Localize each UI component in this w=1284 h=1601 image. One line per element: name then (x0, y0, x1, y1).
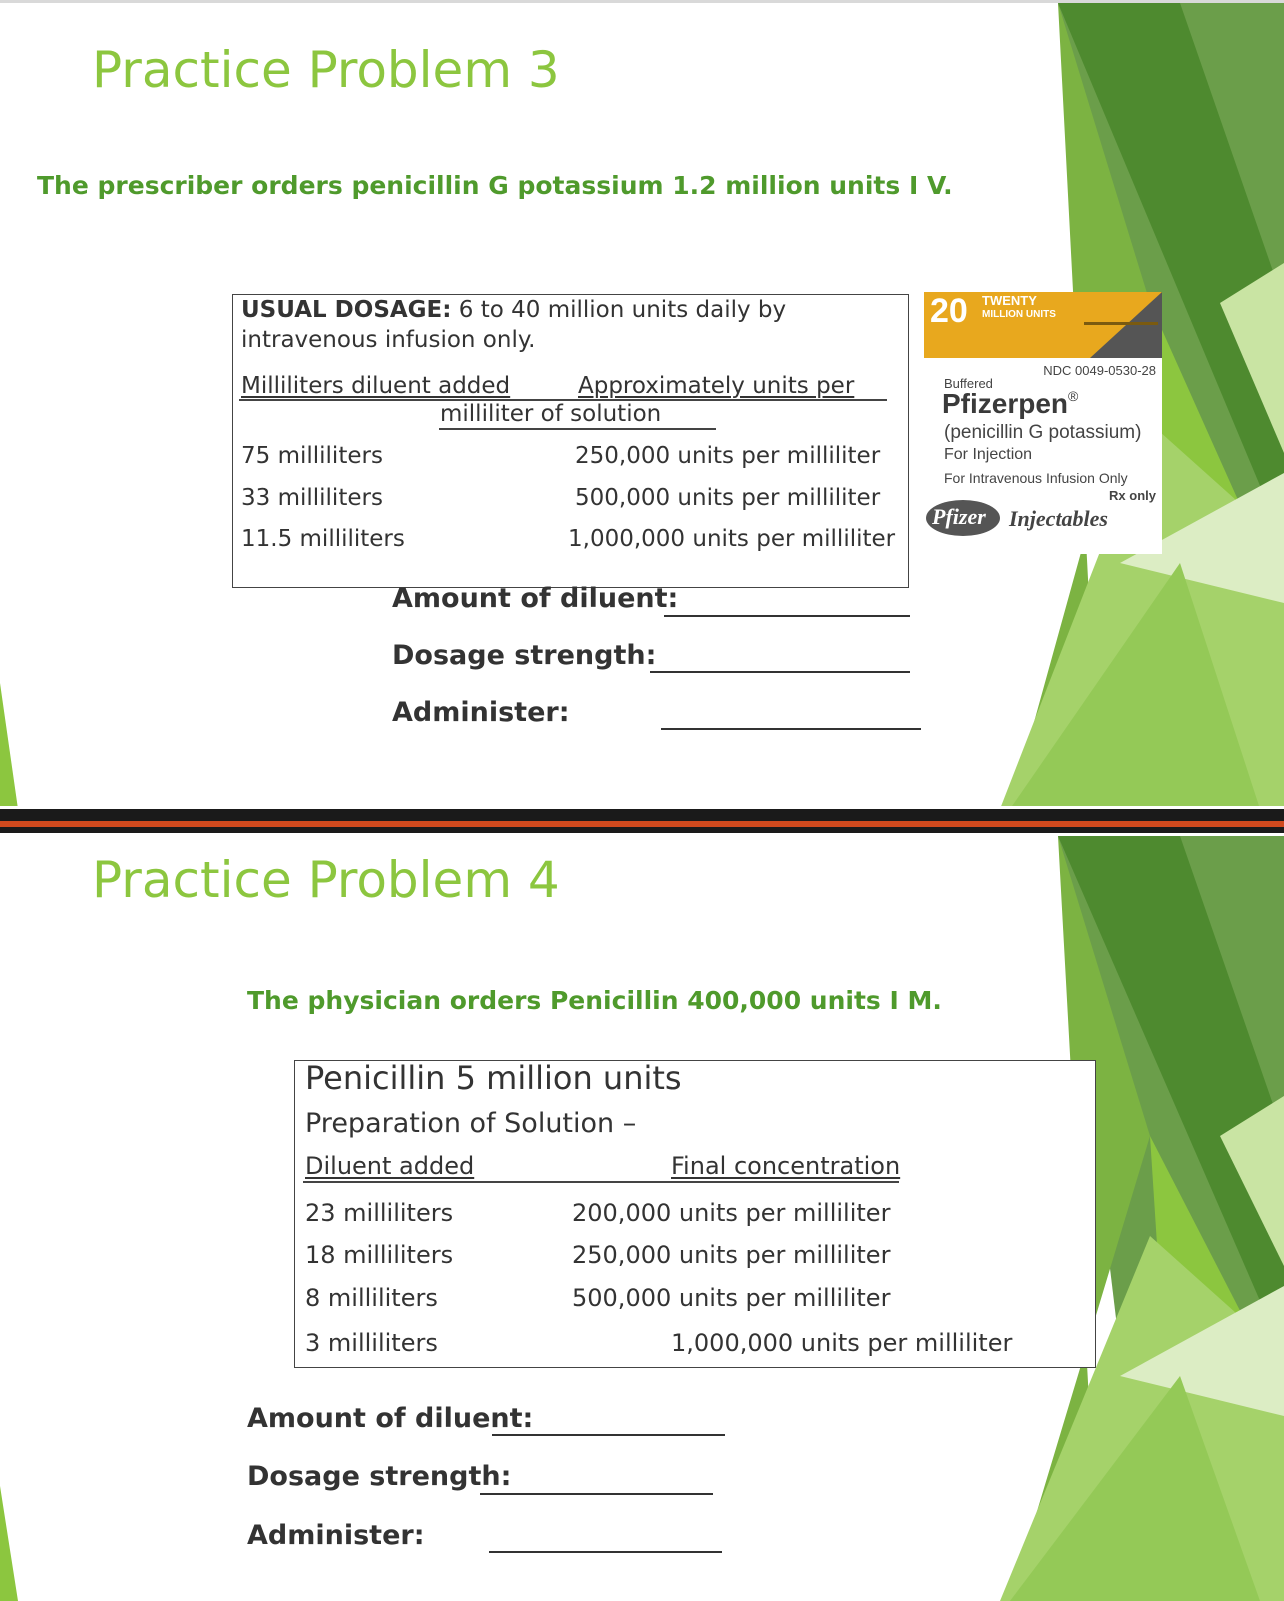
pfizer-logo-text: Pfizer (932, 504, 986, 529)
administer-label: Administer: (247, 1520, 425, 1551)
order-text: The physician orders Penicillin 400,000 units I M. (247, 986, 942, 1015)
amount-diluent-label: Amount of diluent: (247, 1403, 534, 1434)
row-diluent: 8 milliliters (305, 1284, 438, 1312)
administer-blank (489, 1551, 722, 1553)
col-header-concentration: Final concentration (671, 1152, 901, 1180)
dosage-strength-blank (480, 1493, 713, 1495)
row-diluent: 23 milliliters (305, 1199, 454, 1227)
label-million-units: TWENTY MILLION UNITS (982, 293, 1056, 320)
page-title: Practice Problem 3 (92, 41, 560, 99)
label-buffered: Buffered (944, 376, 993, 391)
administer-label: Administer: (392, 697, 570, 728)
usual-dosage-line (241, 297, 786, 323)
label-for-injection: For Injection (944, 446, 1033, 463)
dosage-table (232, 294, 909, 588)
col-header-units: Approximately units per (578, 373, 855, 399)
usual-dosage-text: 6 to 40 million units daily by (458, 297, 787, 323)
amount-diluent-blank (492, 1434, 725, 1436)
row-concentration: 500,000 units per milliliter (575, 485, 881, 511)
box-title: Penicillin 5 million units (305, 1059, 682, 1097)
row-diluent: 18 milliliters (305, 1241, 454, 1269)
pfizerpen-vial-label (924, 292, 1162, 554)
row-concentration: 1,000,000 units per milliliter (568, 526, 896, 552)
amount-diluent-label: Amount of diluent: (392, 583, 679, 614)
col-header-diluent: Milliliters diluent added (241, 373, 511, 399)
label-ndc: NDC 0049-0530-28 (1043, 363, 1156, 378)
label-brand: Pfizerpen® (942, 388, 1079, 419)
amount-diluent-blank (664, 615, 910, 617)
row-concentration: 500,000 units per milliliter (572, 1284, 891, 1312)
row-diluent: 3 milliliters (305, 1329, 438, 1357)
header-rule (303, 1181, 899, 1183)
row-concentration: 1,000,000 units per milliliter (671, 1329, 1013, 1357)
solution-table (294, 1060, 1096, 1368)
label-rx: Rx only (1109, 488, 1156, 503)
label-number: 20 (930, 292, 968, 330)
header-rule-2 (439, 428, 716, 430)
row-diluent: 11.5 milliliters (241, 526, 405, 552)
preparation-label: Preparation of Solution – (305, 1108, 637, 1139)
slide-divider-bottom (0, 827, 1284, 833)
row-diluent: 75 milliliters (241, 443, 383, 469)
row-diluent: 33 milliliters (241, 485, 383, 511)
dosage-strength-label: Dosage strength: (392, 640, 657, 671)
usual-dosage-text-2: intravenous infusion only. (241, 327, 536, 353)
label-generic: (penicillin G potassium) (944, 422, 1142, 443)
row-concentration: 250,000 units per milliliter (572, 1241, 891, 1269)
col-header-units-2: milliliter of solution (440, 401, 662, 427)
dosage-strength-blank (650, 671, 910, 673)
usual-dosage-label: USUAL DOSAGE: (241, 297, 452, 323)
administer-blank (661, 728, 921, 730)
page-title: Practice Problem 4 (92, 851, 560, 909)
order-text: The prescriber orders penicillin G potassium 1.2 million units I V. (37, 171, 953, 200)
label-injectables: Injectables (1009, 506, 1108, 531)
row-concentration: 250,000 units per milliliter (575, 443, 881, 469)
slide-problem-4 (0, 836, 1284, 1601)
slide-divider (0, 809, 1284, 821)
row-concentration: 200,000 units per milliliter (572, 1199, 891, 1227)
label-infusion: For Intravenous Infusion Only (944, 470, 1128, 486)
col-header-diluent: Diluent added (305, 1152, 475, 1180)
dosage-strength-label: Dosage strength: (247, 1461, 512, 1492)
